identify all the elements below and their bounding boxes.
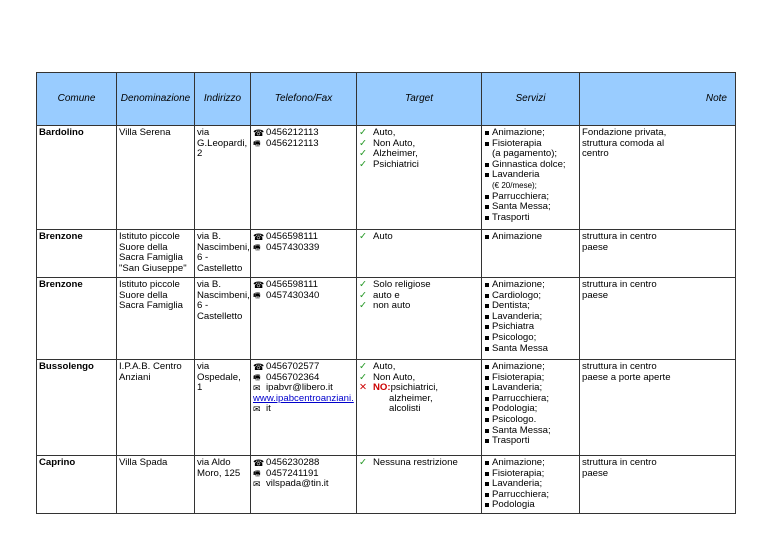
- email-link[interactable]: vilspada@tin.it: [266, 478, 329, 490]
- target-label: Auto: [373, 231, 393, 242]
- phone-icon: ☎: [253, 362, 265, 372]
- target-item: [359, 280, 479, 291]
- phone-icon: ☎: [253, 128, 265, 138]
- target-label: non auto: [373, 300, 411, 312]
- fax-line: [253, 243, 354, 254]
- bullet-icon: [485, 482, 489, 486]
- servizio-label: Santa Messa;: [492, 201, 551, 213]
- mouse-icon: ✉: [253, 479, 261, 490]
- cell-note: [580, 278, 736, 360]
- cell-indirizzo: [195, 360, 251, 456]
- bullet-icon: [485, 503, 489, 507]
- email-link[interactable]: ipabvr@libero.it: [266, 382, 333, 394]
- indirizzo-line: via B.: [197, 279, 221, 290]
- note-line: struttura in centro: [582, 457, 657, 468]
- phone-line: [253, 232, 354, 243]
- servizio-item: [484, 333, 577, 344]
- fax-line: [253, 139, 354, 150]
- mouse-icon: ✉: [253, 383, 261, 394]
- target-item: [359, 232, 479, 243]
- indirizzo-line: G.Leopardi,: [197, 137, 248, 149]
- check-icon: ✓: [359, 457, 368, 468]
- denominazione-line: I.P.A.B. Centro: [119, 361, 182, 372]
- indirizzo-line: via: [197, 361, 210, 372]
- fax-number: 0457430340: [266, 289, 320, 301]
- target-item: [359, 458, 479, 469]
- cell-denominazione: [117, 360, 195, 456]
- note-line: paese: [582, 241, 609, 253]
- check-icon: ✓: [359, 300, 368, 312]
- bullet-icon: [485, 216, 489, 220]
- table-row: [37, 278, 736, 360]
- cell-denominazione: [117, 456, 195, 514]
- servizio-label: Psicologo.: [492, 413, 537, 425]
- indirizzo-line: Nascimbeni,: [197, 289, 250, 301]
- denominazione-line: Anziani: [119, 371, 151, 383]
- denominazione-line: Suore della: [119, 241, 168, 253]
- table-row: [37, 360, 736, 456]
- check-icon: ✓: [359, 371, 368, 383]
- bullet-icon: [485, 418, 489, 422]
- strutture-table: [36, 72, 736, 514]
- denominazione-line: Sacra Famiglia: [119, 300, 183, 312]
- cell-servizi: [482, 126, 580, 230]
- servizio-label: Fisioterapia: [492, 137, 542, 149]
- header-target: Target: [357, 73, 482, 126]
- servizio-detail: (a pagamento);: [492, 148, 558, 160]
- check-icon: ✓: [359, 361, 368, 372]
- servizio-label: Podologia;: [492, 403, 538, 415]
- servizio-label: Parrucchiera;: [492, 392, 550, 404]
- fax-number: 0457241191: [266, 467, 319, 479]
- servizio-item: [484, 170, 577, 181]
- header-indirizzo: Indirizzo: [195, 73, 251, 126]
- cell-telefono: [251, 278, 357, 360]
- table-row: [37, 230, 736, 278]
- servizio-label: Animazione;: [492, 279, 545, 290]
- servizio-item: [484, 436, 577, 447]
- note-line: struttura in centro: [582, 361, 657, 372]
- cross-icon: ✕: [359, 382, 368, 394]
- bullet-icon: [485, 294, 489, 298]
- bullet-icon: [485, 397, 489, 401]
- bullet-icon: [485, 283, 489, 287]
- servizio-label: Dentista;: [492, 300, 530, 312]
- cell-note: [580, 230, 736, 278]
- target-label: Non Auto,: [373, 371, 416, 383]
- indirizzo-line: Castelletto: [197, 262, 243, 274]
- target-item: [359, 362, 479, 373]
- target-label: Nessuna restrizione: [373, 457, 458, 468]
- phone-line: [253, 458, 354, 469]
- header-note: Note: [580, 73, 736, 126]
- phone-number: 0456598111: [266, 231, 318, 242]
- bullet-icon: [485, 336, 489, 340]
- fax-number: 0457430339: [266, 241, 320, 253]
- cell-comune: Bardolino: [37, 126, 117, 230]
- check-icon: ✓: [359, 137, 368, 149]
- servizio-label: Animazione;: [492, 457, 545, 468]
- denominazione-line: "San Giuseppe": [119, 262, 187, 274]
- fax-icon: 🖷: [253, 372, 261, 382]
- phone-number: 0456598111: [266, 279, 318, 290]
- servizio-label: Ginnastica dolce;: [492, 158, 566, 170]
- phone-number: 0456702577: [266, 361, 320, 372]
- check-icon: ✓: [359, 231, 368, 242]
- denominazione-line: Villa Spada: [119, 457, 168, 468]
- servizio-label: Lavanderia;: [492, 478, 543, 490]
- fax-icon: 🖷: [253, 290, 261, 300]
- bullet-icon: [485, 142, 489, 146]
- cell-comune: Brenzone: [37, 230, 117, 278]
- check-icon: ✓: [359, 148, 368, 160]
- servizio-label: Animazione;: [492, 361, 545, 372]
- target-label: Auto,: [373, 127, 396, 138]
- cell-indirizzo: [195, 278, 251, 360]
- no-label: NO:: [373, 382, 391, 394]
- indirizzo-line: 6 -: [197, 252, 209, 264]
- indirizzo-line: Moro, 125: [197, 467, 241, 479]
- denominazione-line: Sacra Famiglia: [119, 252, 183, 264]
- servizio-item: [484, 500, 577, 511]
- bullet-icon: [485, 429, 489, 433]
- indirizzo-line: Nascimbeni,: [197, 241, 250, 253]
- denominazione-line: Suore della: [119, 289, 168, 301]
- note-line: Fondazione privata,: [582, 127, 667, 138]
- cell-note: [580, 126, 736, 230]
- note-line: struttura in centro: [582, 279, 657, 290]
- servizio-item: [484, 213, 577, 224]
- servizio-label: Trasporti: [492, 435, 530, 447]
- phone-number: 0456212113: [266, 127, 319, 138]
- bullet-icon: [485, 472, 489, 476]
- cell-target: [357, 126, 482, 230]
- servizio-price: (€ 20/mese);: [492, 180, 537, 190]
- cell-telefono: [251, 360, 357, 456]
- servizio-label: Lavanderia;: [492, 382, 543, 394]
- servizio-label: Animazione;: [492, 127, 545, 138]
- servizio-item: [484, 415, 577, 426]
- cell-denominazione: [117, 126, 195, 230]
- cell-target: [357, 278, 482, 360]
- table-row: [37, 126, 736, 230]
- check-icon: ✓: [359, 289, 368, 301]
- phone-line: [253, 128, 354, 139]
- servizio-label: Cardiologo;: [492, 289, 542, 301]
- bullet-icon: [485, 315, 489, 319]
- cell-comune: Bussolengo: [37, 360, 117, 456]
- bullet-icon: [485, 461, 489, 465]
- website-link-tail[interactable]: it: [266, 403, 271, 415]
- phone-line: [253, 362, 354, 373]
- email-line: [253, 479, 354, 490]
- servizio-label: Psicologo;: [492, 331, 537, 343]
- cell-servizi: [482, 360, 580, 456]
- fax-icon: 🖷: [253, 242, 261, 252]
- indirizzo-line: 2: [197, 148, 203, 160]
- servizio-label: Trasporti: [492, 211, 530, 223]
- cell-servizi: [482, 456, 580, 514]
- fax-icon: 🖷: [253, 138, 261, 148]
- phone-line: [253, 280, 354, 291]
- bullet-icon: [485, 235, 489, 239]
- header-telefono: Telefono/Fax: [251, 73, 357, 126]
- indirizzo-line: via: [197, 127, 210, 138]
- bullet-icon: [485, 347, 489, 351]
- servizio-label: Santa Messa: [492, 342, 548, 354]
- servizio-item: [484, 362, 577, 373]
- cell-servizi: [482, 230, 580, 278]
- denominazione-line: Istituto piccole: [119, 279, 180, 290]
- indirizzo-line: Ospedale, 1: [197, 371, 241, 394]
- phone-icon: ☎: [253, 458, 265, 468]
- note-line: paese: [582, 289, 609, 301]
- header-comune: Comune: [37, 73, 117, 126]
- servizio-label: Animazione: [492, 231, 543, 242]
- check-icon: ✓: [359, 158, 368, 170]
- bullet-icon: [485, 365, 489, 369]
- target-label: Solo religiose: [373, 279, 431, 290]
- note-line: paese a porte aperte: [582, 371, 671, 383]
- check-icon: ✓: [359, 127, 368, 138]
- phone-number: 0456230288: [266, 457, 320, 468]
- website-line: [253, 404, 354, 415]
- servizio-label: Lavanderia: [492, 169, 540, 181]
- target-item: [359, 128, 479, 139]
- mouse-icon: ✉: [253, 404, 261, 415]
- bullet-icon: [485, 195, 489, 199]
- table-row: [37, 456, 736, 514]
- servizio-label: Podologia: [492, 499, 535, 511]
- phone-icon: ☎: [253, 232, 265, 242]
- fax-number: 0456212113: [266, 137, 319, 149]
- bullet-icon: [485, 304, 489, 308]
- servizio-label: Parrucchiera;: [492, 488, 550, 500]
- check-icon: ✓: [359, 279, 368, 290]
- header-servizi: Servizi: [482, 73, 580, 126]
- servizio-label: Fisioterapia;: [492, 371, 545, 383]
- bullet-icon: [485, 205, 489, 209]
- servizio-label: Psichiatra: [492, 321, 535, 333]
- bullet-icon: [485, 493, 489, 497]
- table-header-row: [37, 73, 736, 126]
- cell-target: [357, 230, 482, 278]
- servizio-label: Fisioterapia;: [492, 467, 545, 479]
- cell-indirizzo: [195, 126, 251, 230]
- servizio-item: [484, 344, 577, 355]
- target-label: alcolisti: [389, 403, 421, 415]
- bullet-icon: [485, 407, 489, 411]
- cell-servizi: [482, 278, 580, 360]
- servizio-item: [484, 280, 577, 291]
- bullet-icon: [485, 325, 489, 329]
- website-link[interactable]: www.ipabcentroanziani.: [253, 392, 354, 404]
- target-label: psichiatrici,: [390, 382, 439, 394]
- servizio-label: Lavanderia;: [492, 310, 543, 322]
- cell-comune: Brenzone: [37, 278, 117, 360]
- indirizzo-line: 6 -: [197, 300, 209, 312]
- bullet-icon: [485, 386, 489, 390]
- header-denominazione: Denominazione: [117, 73, 195, 126]
- cell-target: [357, 360, 482, 456]
- cell-note: [580, 456, 736, 514]
- phone-icon: ☎: [253, 280, 265, 290]
- note-line: paese: [582, 467, 609, 479]
- servizio-item: [484, 458, 577, 469]
- cell-comune: Caprino: [37, 456, 117, 514]
- fax-icon: 🖷: [253, 468, 261, 478]
- indirizzo-line: via B.: [197, 231, 221, 242]
- note-line: struttura comoda al: [582, 137, 665, 149]
- cell-indirizzo: [195, 230, 251, 278]
- servizio-item: [484, 128, 577, 139]
- fax-line: [253, 291, 354, 302]
- servizio-label: Parrucchiera;: [492, 190, 550, 202]
- denominazione-line: Istituto piccole: [119, 231, 180, 242]
- servizio-item: [484, 232, 577, 243]
- target-label: Psichiatrici: [373, 158, 419, 170]
- cell-note: [580, 360, 736, 456]
- indirizzo-line: via Aldo: [197, 457, 231, 468]
- note-line: struttura in centro: [582, 231, 657, 242]
- indirizzo-line: Castelletto: [197, 310, 243, 322]
- cell-telefono: [251, 126, 357, 230]
- denominazione-line: Villa Serena: [119, 127, 171, 138]
- bullet-icon: [485, 163, 489, 167]
- cell-indirizzo: [195, 456, 251, 514]
- cell-target: [357, 456, 482, 514]
- bullet-icon: [485, 173, 489, 177]
- target-label: Alzheimer,: [373, 148, 418, 160]
- target-item: [359, 160, 479, 171]
- cell-denominazione: [117, 230, 195, 278]
- servizio-label: Santa Messa;: [492, 424, 551, 436]
- cell-telefono: [251, 230, 357, 278]
- target-label: alzheimer,: [389, 392, 433, 404]
- bullet-icon: [485, 131, 489, 135]
- target-label: auto e: [373, 289, 400, 301]
- fax-number: 0456702364: [266, 371, 320, 383]
- cell-denominazione: [117, 278, 195, 360]
- bullet-icon: [485, 439, 489, 443]
- note-line: centro: [582, 148, 609, 160]
- target-label: Auto,: [373, 361, 396, 372]
- target-item: [359, 301, 479, 312]
- target-label: Non Auto,: [373, 137, 416, 149]
- cell-telefono: [251, 456, 357, 514]
- bullet-icon: [485, 376, 489, 380]
